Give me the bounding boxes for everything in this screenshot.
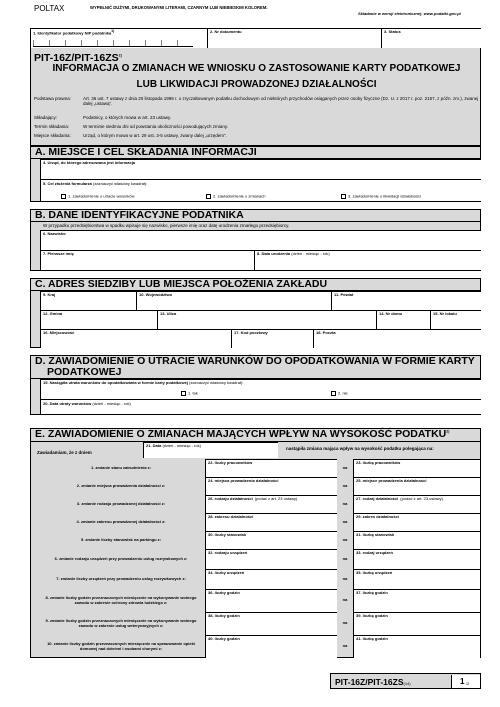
informed-label: Zawiadamiam, że z dniem xyxy=(37,450,92,455)
post-office-field[interactable] xyxy=(313,329,481,348)
change-to-label: 39. liczbę godzin xyxy=(356,613,388,618)
change-to-label: 25. miejsce prowadzenia działalności xyxy=(356,478,427,483)
change-from-field[interactable] xyxy=(205,569,337,589)
surname-field[interactable] xyxy=(40,230,481,250)
loss-date-label: 20. Data utraty warunków (dzień - miesiąc - rok) xyxy=(43,401,131,406)
change-row-label: 5. zmianie liczby stanowisk na parkingu z: xyxy=(80,536,162,542)
change-row xyxy=(30,589,481,612)
change-row-label: 6. zmianie rodzaju urządzeń przy prowadzeniu usług rozrywkowych z: xyxy=(54,555,188,561)
loss-of-conditions-field xyxy=(40,379,481,399)
submitter-value: Podatnicy, o których mowa w art. 23 ustawy. xyxy=(83,115,172,120)
change-to-label: 31. liczbę stanowisk xyxy=(356,532,395,537)
id-row xyxy=(30,28,481,48)
na-label: na xyxy=(342,536,348,542)
change-from-label: 30. liczby stanowisk xyxy=(208,532,247,537)
title-line-2: LUB LIKWIDACJI PROWADZONEJ DZIAŁALNOŚCI xyxy=(136,79,377,90)
form-system-label: POLTAX xyxy=(34,4,65,13)
change-from-field[interactable] xyxy=(205,612,337,635)
change-to-label: 37. liczbę godzin xyxy=(356,590,388,595)
change-from-label: 22. liczby pracowników xyxy=(208,460,253,465)
change-row xyxy=(30,477,481,495)
county-label: 11. Powiat xyxy=(334,292,354,297)
submitter-label: Składający: xyxy=(34,115,58,120)
change-from-field[interactable] xyxy=(205,589,337,612)
na-label: na xyxy=(342,500,348,506)
change-to-label: 35. liczbę urządzeń xyxy=(356,570,393,575)
checkbox-icon[interactable] xyxy=(206,194,211,199)
change-note: nastąpiła zmiana mająca wpływ na wysokość podatku polegająca na: xyxy=(286,446,434,451)
change-to-field[interactable] xyxy=(353,589,480,612)
change-row-label: 9. zmianie liczby godzin przeznaczonych miesięcznie na wykonywanie wolnego zawodu w zakresie usług weterynaryjnych z: xyxy=(45,618,197,628)
footer-form-code: PIT-16Z/PIT-16ZS(14) xyxy=(335,677,411,687)
electronic-note: Składanie w wersji elektronicznej: www.podatki.gov.pl xyxy=(358,11,461,16)
nip-label: 1. Identyfikator podatkowy NIP podatnika1) xyxy=(33,29,115,36)
change-to-label: 27. rodzaj działalności (podać z art. 23 ustawy) xyxy=(356,496,443,501)
change-to-label: 33. rodzaj urządzeń xyxy=(356,550,393,555)
birth-date-label: 8. Data urodzenia (dzień - miesiąc - rok) xyxy=(257,251,330,256)
na-label: na xyxy=(342,482,348,488)
checkbox-icon[interactable] xyxy=(61,194,66,199)
title-line-1: INFORMACJA O ZMIANACH WE WNIOSKU O ZASTOSOWANIE KARTY PODATKOWEJ xyxy=(52,63,461,74)
page-number xyxy=(451,675,480,688)
change-from-field[interactable] xyxy=(205,635,337,658)
change-to-label: 41. liczbę godzin xyxy=(356,636,388,641)
change-row xyxy=(30,635,481,658)
street-label: 13. Ulica xyxy=(160,311,177,316)
change-row-label: 4. zmianie zakresu prowadzonej działalności z: xyxy=(76,518,166,524)
change-from-field[interactable] xyxy=(205,495,337,513)
change-from-field[interactable] xyxy=(205,549,337,569)
deadline-value: W terminie siedmiu dni od powstania okoliczności powodujących zmiany. xyxy=(83,124,228,129)
checkbox-icon[interactable] xyxy=(331,391,336,396)
section-b-header: B. DANE IDENTYFIKACYJNE PODATNIKA xyxy=(30,209,481,222)
change-row xyxy=(30,495,481,513)
change-from-field[interactable] xyxy=(205,477,337,495)
change-row-label: 7. zmianie liczby urządzeń przy prowadzeniu usług rozrywkowych z: xyxy=(56,575,186,581)
deadline-label: Termin składania: xyxy=(34,124,70,129)
na-label: na xyxy=(342,575,348,581)
change-from-label: 36. liczby godzin xyxy=(208,590,240,595)
status-label: 3. Status xyxy=(384,29,401,34)
county-field[interactable] xyxy=(331,291,481,310)
change-to-label: 23. liczbę pracowników xyxy=(356,460,401,465)
section-b-note: W przypadku przedsiębiorstwa w spadku wpisuje się nazwisko, pierwsze imię oraz datę urodzenia zmarłego przedsiębiorcy. xyxy=(43,223,290,228)
purpose-label: 5. Cel złożenia formularza (zaznaczyć właściwy kwadrat): xyxy=(43,181,148,186)
purpose-field xyxy=(40,179,481,201)
country-field[interactable] xyxy=(40,291,136,310)
change-from-label: 38. liczby godzin xyxy=(208,613,240,618)
na-label: na xyxy=(342,597,348,603)
nip-digit-boxes xyxy=(33,40,193,47)
section-a-body xyxy=(30,159,481,202)
footer xyxy=(330,673,481,689)
place-label: Miejsce składania: xyxy=(34,133,71,138)
city-field[interactable] xyxy=(40,329,231,348)
section-d-title-line-2: PODATKOWEJ xyxy=(47,366,122,379)
country-label: 9. Kraj xyxy=(43,292,56,297)
change-from-label: 34. liczby urządzeń xyxy=(208,570,245,575)
na-label: na xyxy=(342,555,348,561)
nip-field[interactable] xyxy=(31,29,208,48)
fill-instruction: WYPEŁNIĆ DUŻYMI, DRUKOWANYMI LITERAMI, CZARNYM LUB NIEBIESKIM KOLOREM. xyxy=(90,5,268,10)
change-from-label: 24. miejsca prowadzenia działalności xyxy=(208,478,279,483)
postal-code-field[interactable] xyxy=(231,329,313,348)
change-from-label: 40. liczby godzin xyxy=(208,636,240,641)
page-current: 1 xyxy=(460,677,465,686)
na-label: na xyxy=(342,464,348,470)
section-b-body xyxy=(30,222,481,271)
checkbox-icon[interactable] xyxy=(181,391,186,396)
legal-basis-label: Podstawa prawna: xyxy=(34,96,72,101)
section-c-header: C. ADRES SIEDZIBY LUB MIEJSCA POŁOŻENIA ZAKŁADU xyxy=(30,278,481,291)
loss-no-option[interactable]: 2. nie xyxy=(331,391,348,396)
surname-label: 6. Nazwisko xyxy=(43,231,66,236)
change-row-label: 8. zmianie liczby godzin przeznaczonych miesięcznie na wykonywanie wolnego zawodu w zakresie ochrony zdrowia ludzkiego z: xyxy=(45,595,197,605)
post-office-label: 18. Poczta xyxy=(316,330,336,335)
office-label: 4. Urząd, do którego adresowana jest informacja xyxy=(43,160,136,165)
change-from-field[interactable] xyxy=(205,459,337,477)
change-row xyxy=(30,569,481,589)
section-d-header xyxy=(30,355,481,379)
section-e-header: E. ZAWIADOMIENIE O ZMIANACH MAJĄCYCH WPŁYW NA WYSOKOŚĆ PODATKU$^{2)}$ xyxy=(30,428,481,442)
office-field[interactable] xyxy=(40,159,481,179)
checkbox-icon[interactable] xyxy=(341,194,346,199)
purpose-option-1[interactable]: 1. zawiadomienie o utracie warunków xyxy=(61,194,134,199)
change-from-label: 28. zakresu działalności xyxy=(208,514,254,519)
change-to-field[interactable] xyxy=(353,477,480,495)
change-to-field[interactable] xyxy=(353,549,480,569)
change-from-field[interactable] xyxy=(205,513,337,531)
change-row xyxy=(30,612,481,635)
change-row-label: 2. zmianie miejsca prowadzenia działalności z: xyxy=(76,482,166,488)
change-row-label: 1. zmianie stanu zatrudnienia z: xyxy=(90,464,151,470)
change-row xyxy=(30,549,481,569)
legal-basis-value: Art. 36 ust. 7 ustawy z dnia 20 listopada 1998 r. o zryczałtowanym podatku dochodowym od niektórych przychodów osiąganych przez osoby fizyczne (Dz. U. z 2017 r. poz. 2157, z późn. zm.), zwanej dalej „ustawą”. xyxy=(83,96,479,107)
commune-field[interactable] xyxy=(40,310,157,329)
change-to-field[interactable] xyxy=(353,459,480,477)
page-total: /2 xyxy=(466,681,470,686)
purpose-option-3[interactable]: 3. zawiadomienie o likwidacji działalności xyxy=(341,194,421,199)
city-label: 16. Miejscowość xyxy=(43,330,75,335)
change-to-field[interactable] xyxy=(353,635,480,658)
change-to-field[interactable] xyxy=(353,513,480,531)
commune-label: 12. Gmina xyxy=(43,311,63,316)
house-number-label: 14. Nr domu xyxy=(379,311,403,316)
change-row xyxy=(30,531,481,549)
first-name-field[interactable] xyxy=(40,250,254,270)
street-field[interactable] xyxy=(157,310,376,329)
change-from-label: 26. rodzaju działalności (podać z art. 23 ustawy) xyxy=(208,496,298,501)
change-to-field[interactable] xyxy=(353,612,480,635)
change-from-field[interactable] xyxy=(205,531,337,549)
house-number-field[interactable] xyxy=(376,310,430,329)
loss-of-conditions-label: 19. Nastąpiła utrata warunków do opodatkowania w formie karty podatkowej (zaznaczyć właściwy kwadrat): xyxy=(43,380,244,385)
na-label: na xyxy=(342,518,348,524)
form-code: PIT-16Z/PIT-16ZS$^{2)}$ xyxy=(34,52,122,64)
doc-number-label: 2. Nr dokumentu xyxy=(210,29,242,34)
change-to-field[interactable] xyxy=(353,495,480,513)
section-d-body xyxy=(30,379,481,415)
birth-date-field[interactable] xyxy=(254,250,481,270)
change-to-field[interactable] xyxy=(353,531,480,549)
change-row-label: 3. zmianie rodzaju prowadzonej działalności z: xyxy=(76,500,166,506)
postal-code-label: 17. Kod pocztowy xyxy=(234,330,268,335)
na-label: na xyxy=(342,643,348,649)
section-c-body xyxy=(30,291,481,348)
na-label: na xyxy=(342,620,348,626)
apartment-number-field[interactable] xyxy=(430,310,481,329)
voivodeship-label: 10. Województwo xyxy=(139,292,173,297)
loss-date-field[interactable] xyxy=(40,399,481,414)
change-row xyxy=(30,513,481,531)
section-d-title-line-1: D. ZAWIADOMIENIE O UTRACIE WARUNKÓW DO OPODATKOWANIA W FORMIE KARTY xyxy=(35,355,475,367)
change-date-field[interactable] xyxy=(143,442,278,458)
change-date-label: 21. Data (dzień - miesiąc - rok) xyxy=(146,443,201,448)
loss-yes-option[interactable]: 1. tak xyxy=(181,391,198,396)
apartment-number-label: 15. Nr lokalu xyxy=(433,311,457,316)
change-to-field[interactable] xyxy=(353,569,480,589)
purpose-option-2[interactable]: 2. zawiadomienie o zmianach xyxy=(206,194,265,199)
doc-number-field[interactable] xyxy=(208,29,382,48)
change-row-label: 10. zmianie liczby godzin przeznaczonych miesięcznie na sprawowanie opieki domowej nad dziećmi i osobami chorymi z: xyxy=(47,641,195,651)
first-name-label: 7. Pierwsze imię xyxy=(43,251,74,256)
place-value: Urząd, o którym mowa w art. 29 ust. 3-5 ustawy, zwany dalej „urzędem”. xyxy=(83,133,227,138)
status-field[interactable] xyxy=(382,29,481,48)
change-to-label: 29. zakres działalności xyxy=(356,514,399,519)
changes-table xyxy=(30,459,481,658)
voivodeship-field[interactable] xyxy=(136,291,331,310)
change-from-label: 32. rodzaju urządzeń xyxy=(208,550,248,555)
section-a-header: A. MIEJSCE I CEL SKŁADANIA INFORMACJI xyxy=(30,146,481,159)
legal-block xyxy=(30,94,481,146)
change-row xyxy=(30,459,481,477)
